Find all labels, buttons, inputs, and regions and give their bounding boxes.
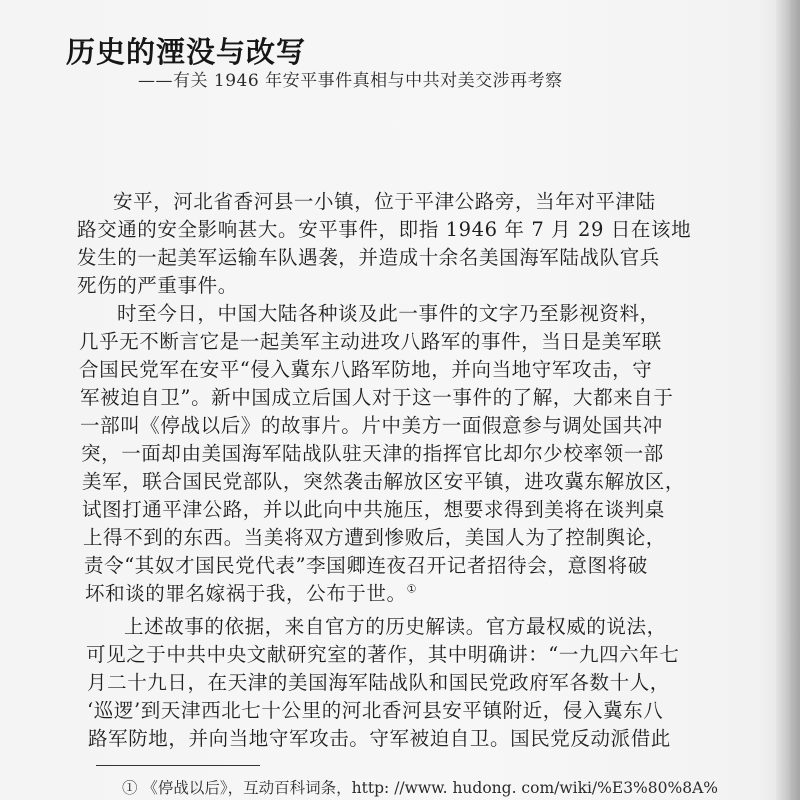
text-line: 合国民党军在安平“侵入冀东八路军防地，并向当地守军攻击，守 xyxy=(79,358,653,381)
text-line: ‘巡逻’到天津西北七十公里的河北香河县安平镇附近，侵入冀东八 xyxy=(87,699,664,722)
text-line: 路军防地，并向当地守军攻击。守军被迫自卫。国民党反动派借此 xyxy=(88,727,671,750)
text-line: 美军，联合国民党部队，突然袭击解放区安平镇，进攻冀东解放区， xyxy=(82,470,686,493)
text-line: 一部叫《停战以后》的故事片。片中美方一面假意参与调处国共冲 xyxy=(80,414,663,437)
footnote-divider xyxy=(96,765,260,766)
footnote: ① 《停战以后》，互动百科词条，http: //www. hudong. com/wiki/%E3%80%8A% xyxy=(122,779,719,797)
chapter-subtitle: ——有关 1946 年安平事件真相与中共对美交涉再考察 xyxy=(138,71,563,91)
text-line: 时至今日，中国大陆各种谈及此一事件的文字乃至影视资料， xyxy=(117,302,660,325)
text-line: 发生的一起美军运输车队遇袭，并造成十余名美国海军陆战队官兵 xyxy=(77,246,660,269)
text-line: 安平，河北省香河县一小镇，位于平津公路旁，当年对平津陆 xyxy=(113,190,656,213)
text-line: 上得不到的东西。当美将双方遭到惨败后，美国人为了控制舆论， xyxy=(83,526,666,549)
text-line: 试图打通平津公路，并以此向中共施压，想要求得到美将在谈判桌 xyxy=(82,498,665,521)
text-line: 路交通的安全影响甚大。安平事件，即指 1946 年 7 月 29 日在该地 xyxy=(77,218,692,241)
chapter-title: 历史的湮没与改写 xyxy=(66,35,307,69)
text-line: 上述故事的依据，来自官方的历史解读。官方最权威的说法， xyxy=(124,615,667,638)
footnote-ref: ① xyxy=(406,582,418,596)
text-line: 责令“其奴才国民党代表”李国卿连夜召开记者招待会，意图将破 xyxy=(84,554,648,577)
text-line xyxy=(85,578,417,606)
text-line: 可见之于中共中央文献研究室的著作，其中明确讲：“一九四六年七 xyxy=(86,643,680,666)
text-line: 死伤的严重事件。 xyxy=(77,274,238,297)
page-edge-shadow xyxy=(776,0,800,800)
text-line: 突，一面却由美国海军陆战队驻天津的指挥官比却尔少校率领一部 xyxy=(81,442,664,465)
text-line: 军被迫自卫”。新中国成立后国人对于这一事件的了解，大都来自于 xyxy=(80,386,674,409)
text-line-content: 坏和谈的罪名嫁祸于我，公布于世。 xyxy=(85,582,407,605)
text-line: 月二十九日，在天津的美国海军陆战队和国民党政府军各数十人， xyxy=(87,671,670,694)
text-line: 几乎无不断言它是一起美军主动进攻八路军的事件，当日是美军联 xyxy=(79,330,662,353)
